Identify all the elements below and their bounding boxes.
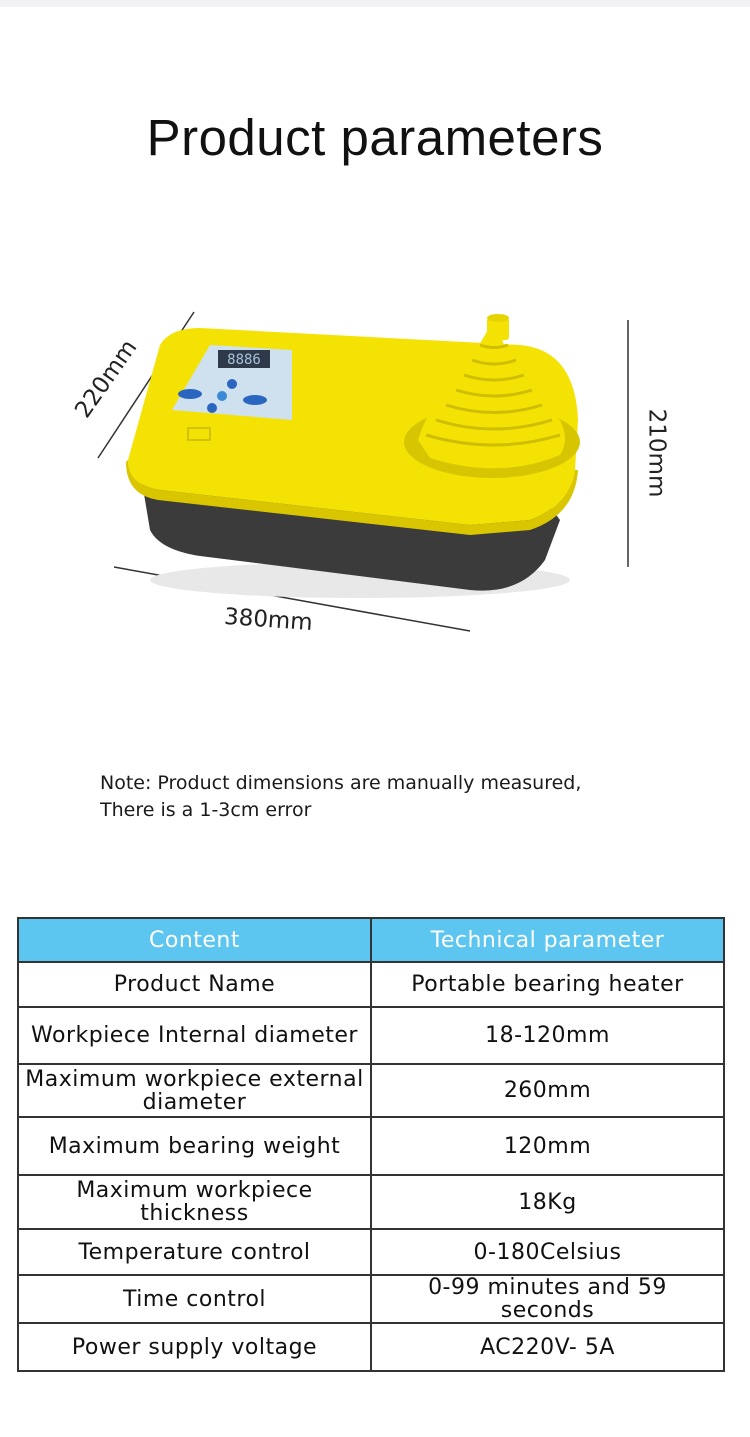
header-technical-parameter: Technical parameter	[371, 918, 724, 962]
table-row	[18, 1175, 724, 1229]
left-button-icon	[178, 389, 202, 399]
center-button-icon	[217, 391, 227, 401]
note-line-2: There is a 1-3cm error	[100, 799, 312, 821]
row-value: 0-99 minutes and 59 seconds	[371, 1275, 724, 1323]
table-row	[18, 962, 724, 1007]
table-header-row	[18, 918, 724, 962]
table-row	[18, 1323, 724, 1371]
row-value: 18Kg	[371, 1175, 724, 1229]
row-value: AC220V- 5A	[371, 1323, 724, 1371]
measurement-note	[100, 770, 581, 824]
row-value: 120mm	[371, 1117, 724, 1175]
header-content: Content	[18, 918, 371, 962]
note-line-1: Note: Product dimensions are manually measured,	[100, 772, 582, 794]
product-image	[0, 290, 750, 650]
minus-icon	[207, 403, 217, 413]
table-row	[18, 1007, 724, 1064]
depth-dimension-label: 220mm	[70, 335, 143, 423]
row-value: 260mm	[371, 1064, 724, 1117]
parameters-table	[17, 917, 725, 1372]
row-value: Portable bearing heater	[371, 962, 724, 1007]
height-dimension-label: 210mm	[643, 408, 670, 498]
row-value: 0-180Celsius	[371, 1229, 724, 1275]
table-row	[18, 1275, 724, 1323]
row-label: Time control	[18, 1275, 371, 1323]
row-label: Maximum workpiece thickness	[18, 1175, 371, 1229]
page-title: Product parameters	[146, 109, 604, 166]
row-label: Power supply voltage	[18, 1323, 371, 1371]
row-label: Product Name	[18, 962, 371, 1007]
plus-icon	[227, 379, 237, 389]
row-label: Temperature control	[18, 1229, 371, 1275]
table-row	[18, 1064, 724, 1117]
table-row	[18, 1117, 724, 1175]
row-label: Maximum workpiece external diameter	[18, 1064, 371, 1117]
right-button-icon	[243, 395, 267, 405]
top-bar	[0, 0, 750, 7]
table-row	[18, 1229, 724, 1275]
display-readout: 8886	[227, 352, 261, 368]
row-label: Maximum bearing weight	[18, 1117, 371, 1175]
row-label: Workpiece Internal diameter	[18, 1007, 371, 1064]
width-dimension-label: 380mm	[223, 603, 314, 637]
row-value: 18-120mm	[371, 1007, 724, 1064]
